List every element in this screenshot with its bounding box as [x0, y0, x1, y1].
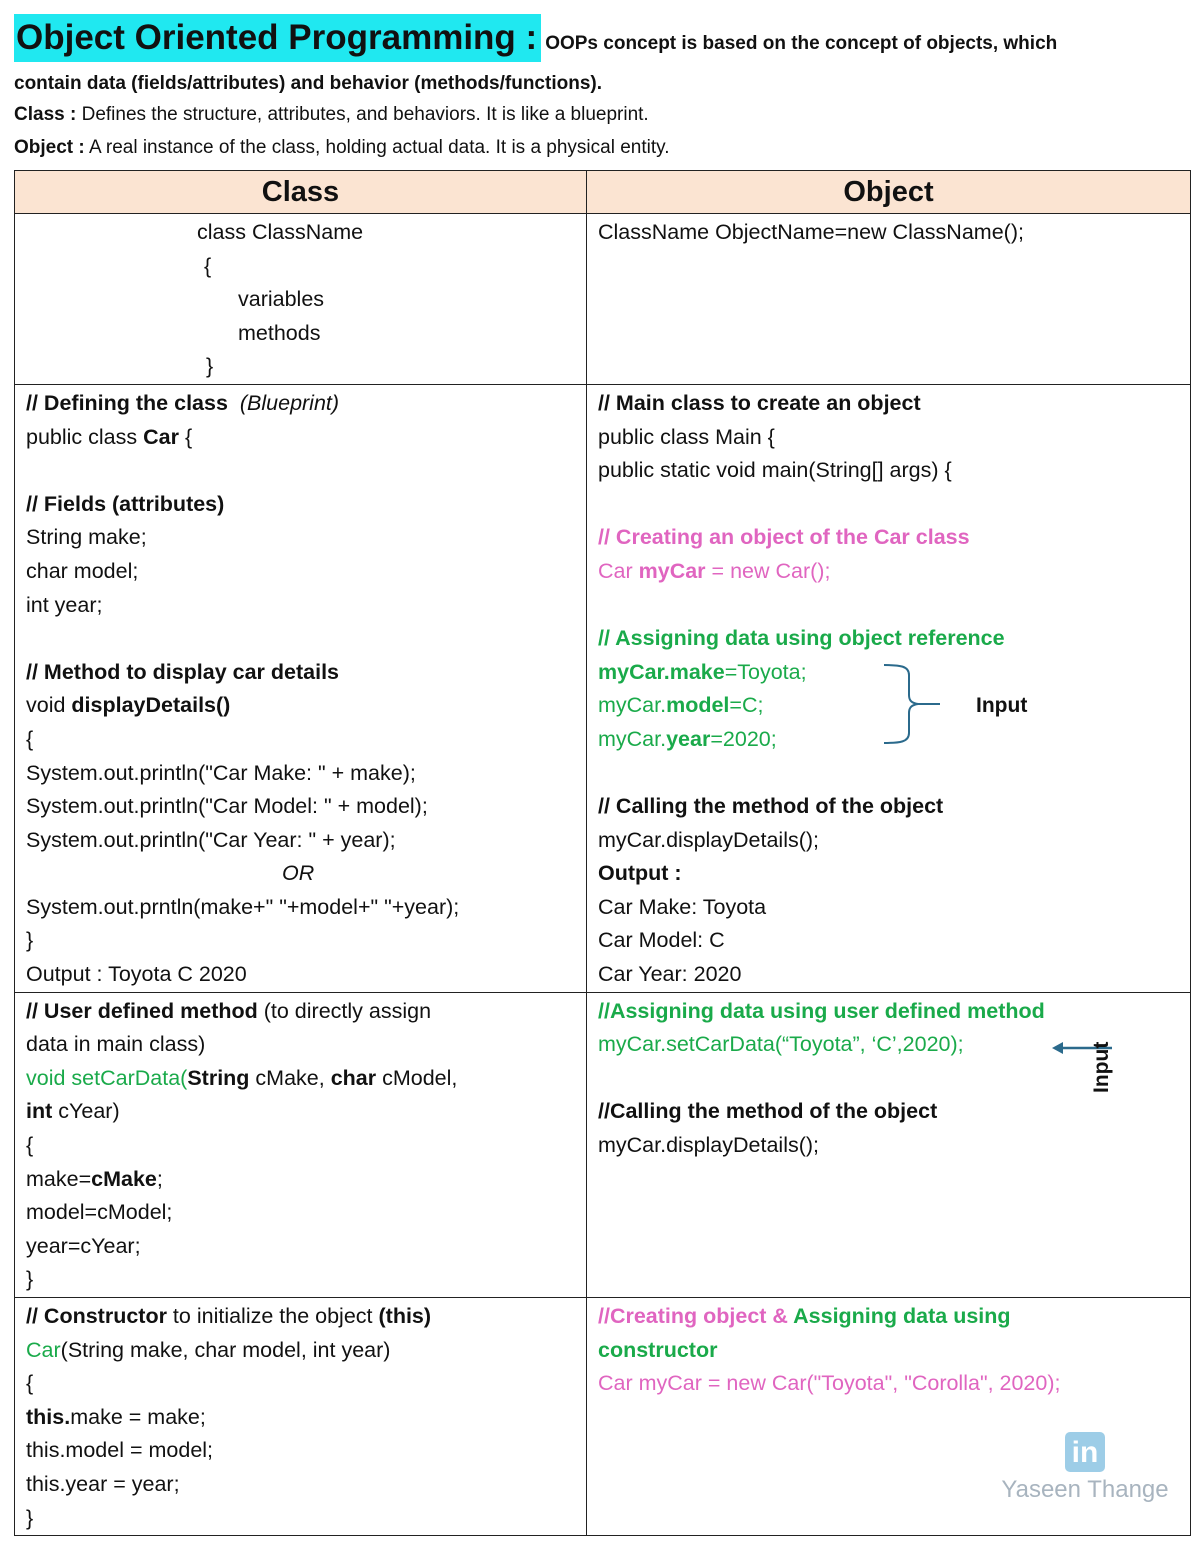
main-class-cell: [587, 384, 1191, 992]
code-line: char model;: [26, 558, 139, 583]
code-line: int year;: [26, 592, 103, 617]
object-label: Object :: [14, 137, 85, 158]
code-line: int cYear): [26, 1099, 120, 1124]
code-line: System.out.println("Car Year: " + year);: [26, 827, 396, 852]
comment-line: //Assigning data using user defined method: [598, 998, 1045, 1023]
code-line: }: [26, 1505, 34, 1530]
comment-line: // User defined method (to directly assign: [26, 998, 432, 1023]
code-line: Car(String make, char model, int year): [26, 1337, 391, 1362]
code-line: {: [26, 726, 34, 751]
curly-brace-icon: [882, 661, 944, 747]
code-line: String make;: [26, 525, 147, 550]
output-line: Car Year: 2020: [598, 962, 742, 987]
code-line: {: [26, 1133, 34, 1158]
code-line: {: [204, 253, 212, 278]
code-line: }: [206, 354, 214, 379]
code-line: Car myCar = new Car();: [598, 558, 831, 583]
comment-line: // Main class to create an object: [598, 390, 921, 415]
linkedin-watermark: [1000, 1432, 1170, 1504]
user-method-call-cell: [587, 992, 1191, 1297]
code-line: this.year = year;: [26, 1471, 180, 1496]
code-line: myCar.displayDetails();: [598, 827, 820, 852]
constructor-cell: [15, 1298, 587, 1536]
code-line: myCar.year=2020;: [598, 726, 777, 751]
input-label: Input: [976, 693, 1028, 717]
code-line: model=cModel;: [26, 1200, 173, 1225]
code-line: make=cMake;: [26, 1166, 163, 1191]
code-line: public static void main(String[] args) {: [598, 458, 952, 483]
table-row: [15, 384, 1191, 992]
code-line: }: [26, 928, 34, 953]
code-line: this.make = make;: [26, 1404, 206, 1429]
class-definition: [14, 98, 1190, 131]
comment-line: // Fields (attributes): [26, 491, 225, 516]
comment-line: // Calling the method of the object: [598, 794, 944, 819]
user-method-cell: [15, 992, 587, 1297]
or-separator: OR: [282, 861, 315, 886]
code-line: }: [26, 1267, 34, 1292]
comment-line: // Assigning data using object reference: [598, 626, 1005, 651]
input-label-vertical: Input: [1090, 1041, 1113, 1093]
title-description: OOPs concept is based on the concept of objects, which: [545, 33, 1058, 54]
object-definition: [14, 131, 1190, 164]
class-definition-cell: [15, 384, 587, 992]
code-line: myCar.displayDetails();: [598, 1133, 820, 1158]
class-definition-text: Defines the structure, attributes, and behaviors. It is like a blueprint.: [76, 104, 649, 125]
output-label: Output :: [598, 861, 682, 886]
code-line: this.model = model;: [26, 1438, 214, 1463]
output-line: Output : Toyota C 2020: [26, 962, 247, 987]
title-description-continued: contain data (fields/attributes) and behavior (methods/functions).: [14, 73, 602, 94]
code-line: myCar.setCarData(“Toyota”, ‘C’,2020);: [598, 1032, 964, 1057]
class-object-table: [14, 170, 1191, 1536]
comment-line: //Creating object & Assigning data using: [598, 1304, 1011, 1328]
code-line: {: [26, 1371, 34, 1396]
page-header: [14, 14, 1190, 164]
comment-line: // Creating an object of the Car class: [598, 525, 970, 550]
comment-line: data in main class): [26, 1032, 206, 1057]
code-line: System.out.println("Car Model: " + model);: [26, 794, 428, 819]
code-line: System.out.prntln(make+" "+model+" "+year);: [26, 894, 460, 919]
code-line: void setCarData(String cMake, char cModel,: [26, 1065, 458, 1090]
comment-line: constructor: [598, 1337, 718, 1362]
comment-line: // Method to display car details: [26, 659, 340, 684]
column-header-object: Object: [587, 171, 1191, 214]
comment-line: // Defining the class (Blueprint): [26, 390, 340, 415]
code-line: myCar.make=Toyota;: [598, 659, 807, 684]
linkedin-icon: in: [1065, 1432, 1105, 1472]
code-line: System.out.println("Car Make: " + make);: [26, 760, 416, 785]
output-line: Car Model: C: [598, 928, 725, 953]
comment-line: //Calling the method of the object: [598, 1099, 938, 1124]
code-line: myCar.model=C;: [598, 693, 764, 718]
author-name: Yaseen Thange: [1001, 1476, 1169, 1503]
object-definition-text: A real instance of the class, holding actual data. It is a physical entity.: [84, 137, 670, 158]
class-label: Class :: [14, 104, 77, 125]
code-line: public class Car {: [26, 424, 193, 449]
table-row: [15, 214, 1191, 385]
code-line: void displayDetails(): [26, 693, 231, 718]
code-line: methods: [238, 320, 321, 345]
table-header-row: [15, 171, 1191, 214]
comment-line: // Constructor to initialize the object (this): [26, 1304, 432, 1328]
code-line: Car myCar = new Car("Toyota", "Corolla", 2020);: [598, 1371, 1061, 1396]
table-row: [15, 992, 1191, 1297]
syntax-class-cell: [15, 214, 587, 385]
syntax-object-cell: [587, 214, 1191, 385]
code-line: public class Main {: [598, 424, 775, 449]
code-line: class ClassName: [197, 220, 364, 244]
output-line: Car Make: Toyota: [598, 894, 767, 919]
code-line: variables: [238, 287, 325, 312]
title-line: [14, 14, 1190, 64]
column-header-class: Class: [15, 171, 587, 214]
code-line: year=cYear;: [26, 1233, 141, 1258]
code-line: ClassName ObjectName=new ClassName();: [598, 220, 1024, 244]
page-title: Object Oriented Programming :: [14, 14, 541, 62]
